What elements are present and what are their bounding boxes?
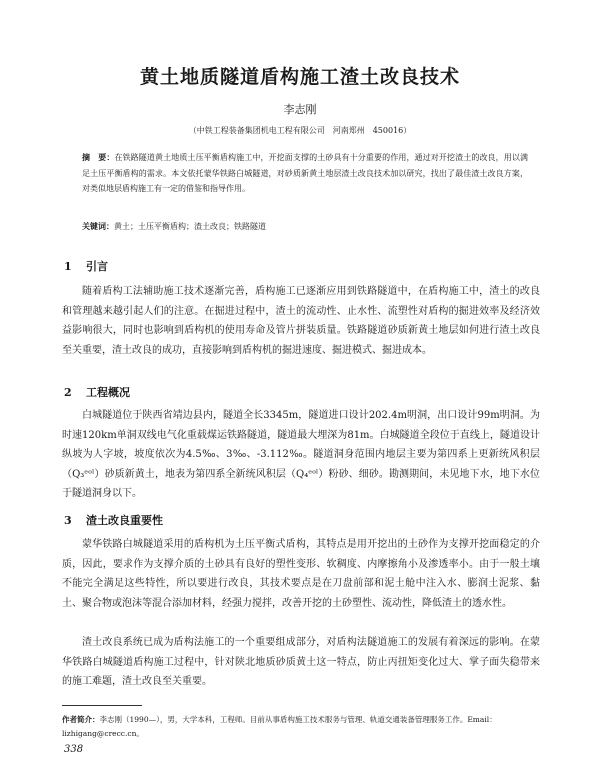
abstract-label: 摘 要：: [82, 152, 115, 162]
section-paragraph: 随着盾构工法辅助施工技术逐渐完善，盾构施工已逐渐应用到铁路隧道中，在盾构施工中，渣土的改良和管理越来越引起人们的注意。在掘进过程中，渣土的流动性、止水性、流塑性对盾构的掘进效率及经济效益影响很大，同时也影响到盾构机的使用寿命及管片拼装质量。铁路隧道砂质新黄土地层如何进行渣土改良至关重要，渣土改良的成功，直接影响到盾构机的掘进速度、掘进模式、掘进成本。: [62, 286, 540, 356]
footnote: [62, 713, 540, 741]
section-number: 1: [64, 260, 72, 273]
abstract-text: 在铁路隧道黄土地质土压平衡盾构施工中，开挖面支撑的土砂具有十分重要的作用，通过对开挖渣土的改良，用以满足土压平衡盾构的需求。本文依托蒙华铁路白城隧道，对砂质新黄土地层渣土改良技术加以研究，找出了最佳渣土改良方案，对类似地层盾构施工有一定的借鉴和指导作用。: [82, 153, 529, 193]
section-number: 3: [64, 514, 72, 527]
footnote-divider: [62, 705, 142, 706]
section-heading: [64, 512, 163, 528]
section-title: 渣土改良重要性: [86, 514, 163, 527]
author-affiliation: （中铁工程装备集团机电工程有限公司 河南郑州 450016）: [188, 126, 412, 135]
keywords-text: 黄土；土压平衡盾构；渣土改良；铁路隧道: [114, 222, 266, 231]
keywords-label: 关键词：: [82, 221, 114, 231]
section-number: 2: [64, 386, 72, 399]
section-heading: [64, 258, 108, 274]
section-paragraph: 白城隧道位于陕西省靖边县内，隧道全长3345m，隧道进口设计202.4m明洞，出口设计99m明洞。为时速120km单洞双线电气化重载煤运铁路隧道，隧道最大埋深为81m。白城隧道全段位于直线上，隧道设计纵坡为人字坡，坡度依次为4.5‰、3‰、-3.112‰。隧道洞身范围内地层主要为第四系上更新统风积层（Q₃ᵉᵒˡ）砂质新黄土，地表为第四系全新统风积层（Q₄ᵉᵒˡ）粉砂、细砂。勘测期间，未见地下水，地下水位于隧道洞身以下。: [62, 410, 540, 500]
section-title: 引言: [86, 260, 108, 273]
section-heading: [64, 384, 130, 400]
footnote-text: 李志刚（1990—），男，大学本科，工程师。目前从事盾构施工技术服务与管理、轨道交通装备管理服务工作。Email：lizhigang@crecc.cn。: [62, 715, 497, 738]
section-paragraph: 蒙华铁路白城隧道采用的盾构机为土压平衡式盾构，其特点是用开挖出的土砂作为支撑开挖面稳定的介质，因此，要求作为支撑介质的土砂具有良好的塑性变形、软稠度、内摩擦角小及渗透率小。由于一般土壤不能完全满足这些特性，所以要进行改良，其技术要点是在刀盘前部和泥土舱中注入水、膨润土泥浆、黏土、聚合物或泡沫等混合添加材料，经强力搅拌，改善开挖的土砂塑性、流动性，降低渣土的透水性。: [62, 539, 540, 609]
keywords: [82, 219, 528, 234]
section-paragraph: 渣土改良系统已成为盾构法施工的一个重要组成部分，对盾构法隧道施工的发展有着深远的影响。在蒙华铁路白城隧道盾构施工过程中，针对陕北地质砂质黄土这一特点，防止丙扭矩变化过大、掌子面失稳带来的施工难题，渣土改良至关重要。: [62, 637, 540, 688]
page-number: 338: [64, 744, 84, 755]
abstract: [82, 150, 528, 197]
section-title: 工程概况: [86, 386, 130, 399]
author-name: 李志刚: [283, 103, 317, 116]
paper-title: 黄土地质隧道盾构施工渣土改良技术: [139, 66, 460, 88]
footnote-label: 作者简介：: [62, 715, 100, 724]
